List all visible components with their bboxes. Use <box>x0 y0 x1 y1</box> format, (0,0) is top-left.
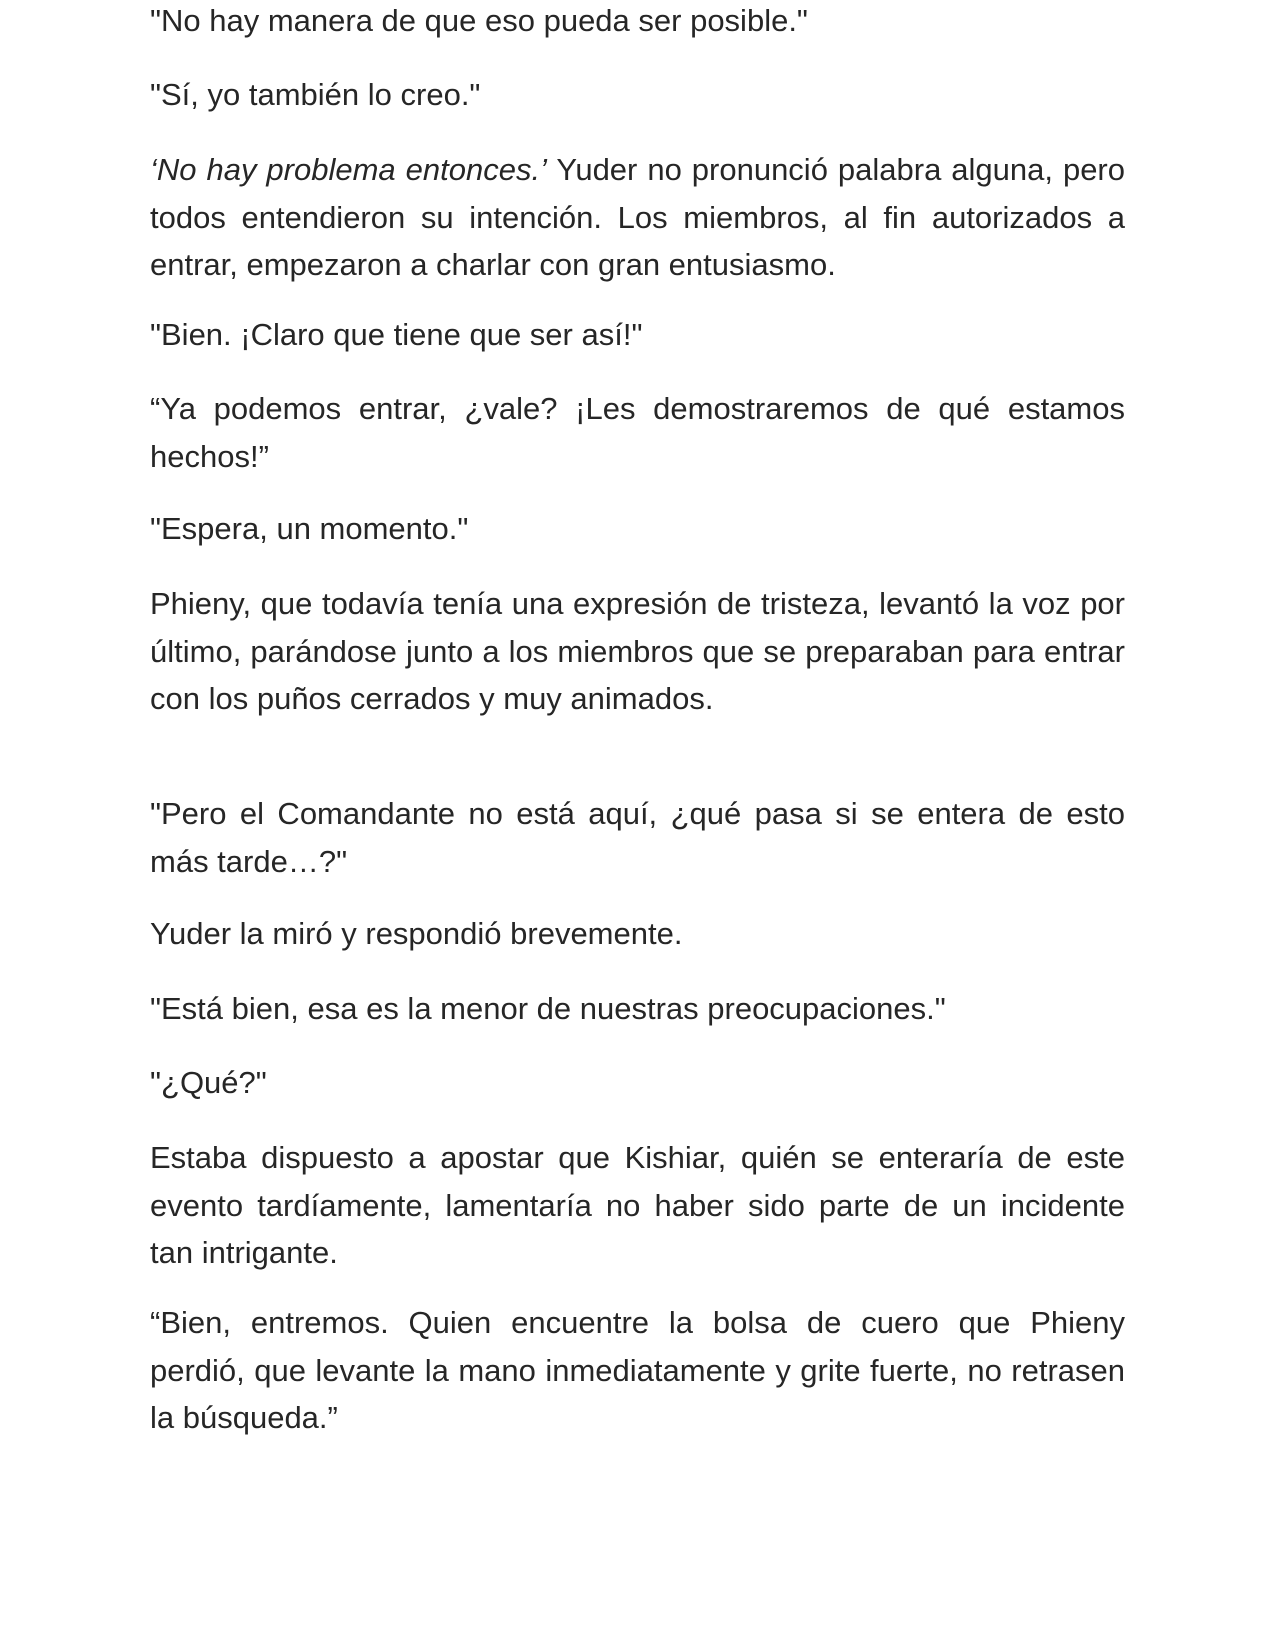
paragraph <box>150 146 1125 289</box>
paragraph: Phieny, que todavía tenía una expresión de tristeza, levantó la voz por último, parándose junto a los miembros que se preparaban para entrar con los puños cerrados y muy animados. <box>150 586 1125 716</box>
paragraph: Estaba dispuesto a apostar que Kishiar, quién se enteraría de este evento tardíamente, lamentaría no haber sido parte de un incidente tan intrigante. <box>150 1140 1125 1270</box>
paragraph: “Ya podemos entrar, ¿vale? ¡Les demostraremos de qué estamos hechos!” <box>150 391 1125 474</box>
paragraph: "Bien. ¡Claro que tiene que ser así!" <box>150 317 643 352</box>
italic-thought: ‘No hay problema entonces.’ <box>150 152 547 187</box>
paragraph: Yuder la miró y respondió brevemente. <box>150 916 683 951</box>
paragraph-text: Yuder no pronunció palabra alguna, pero todos entendieron su intención. Los miembros, al fin autorizados a entrar, empezaron a charlar con gran entusiasmo. <box>150 152 1125 282</box>
paragraph: "No hay manera de que eso pueda ser posible." <box>150 3 808 38</box>
paragraph: "Espera, un momento." <box>150 511 469 546</box>
paragraph: "¿Qué?" <box>150 1065 267 1100</box>
document-page <box>150 0 1125 1650</box>
paragraph: "Está bien, esa es la menor de nuestras preocupaciones." <box>150 991 946 1026</box>
paragraph: "Pero el Comandante no está aquí, ¿qué pasa si se entera de esto más tarde…?" <box>150 796 1125 879</box>
paragraph: "Sí, yo también lo creo." <box>150 77 481 112</box>
paragraph: “Bien, entremos. Quien encuentre la bolsa de cuero que Phieny perdió, que levante la mano inmediatamente y grite fuerte, no retrasen la búsqueda.” <box>150 1305 1125 1435</box>
